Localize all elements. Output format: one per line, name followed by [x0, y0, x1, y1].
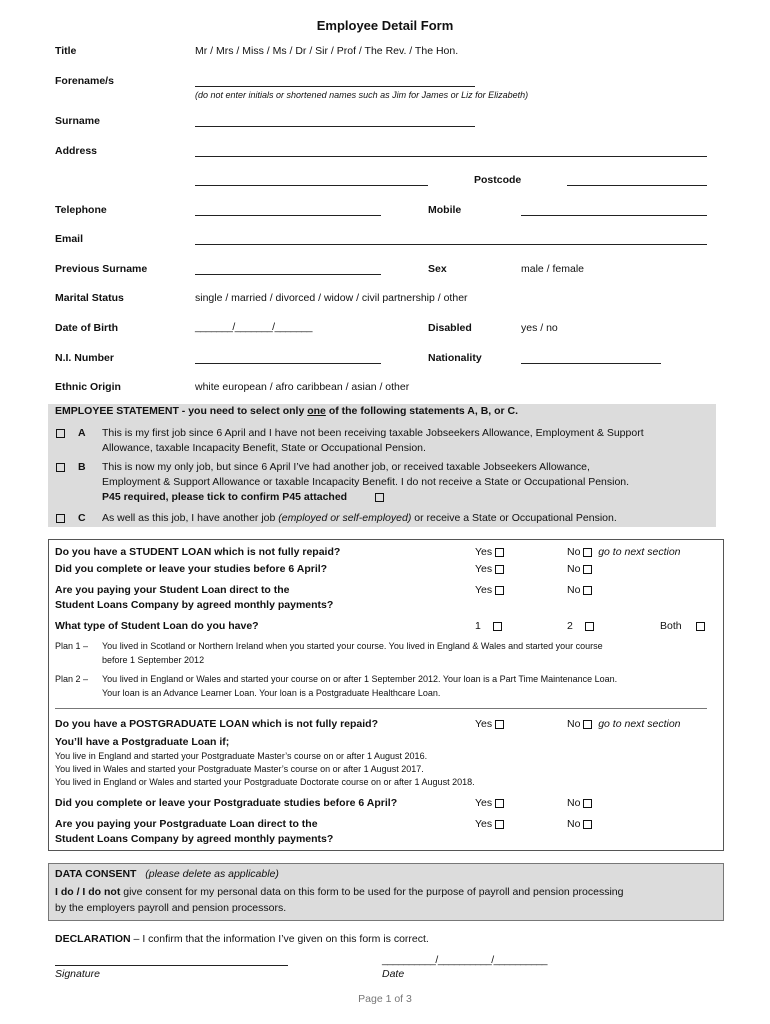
dob-field[interactable]: _______/_______/_______: [195, 321, 312, 333]
statement-c-text: As well as this job, I have another job (employed or self-employed) or receive a State or Occupational Pension.: [102, 512, 617, 524]
mobile-label: Mobile: [428, 204, 462, 216]
postgrad-paying-no[interactable]: No: [567, 818, 592, 830]
loan-type-both[interactable]: Both: [660, 620, 705, 632]
studies-complete-question: Did you complete or leave your studies before 6 April?: [55, 563, 328, 575]
checkbox-icon[interactable]: [583, 799, 592, 808]
student-loan-no[interactable]: No go to next section: [567, 546, 681, 558]
postgrad-paying-question-2: Student Loans Company by agreed monthly payments?: [55, 833, 334, 845]
data-consent-heading: DATA CONSENT (please delete as applicable): [55, 868, 279, 880]
postgrad-studies-question: Did you complete or leave your Postgraduate studies before 6 April?: [55, 797, 398, 809]
email-field[interactable]: [195, 244, 707, 245]
checkbox-icon[interactable]: [493, 622, 502, 631]
surname-field[interactable]: [195, 126, 475, 127]
p45-attached-checkbox[interactable]: [375, 493, 384, 502]
postgrad-condition-3: You lived in England or Wales and started your Postgraduate Doctorate course on or after 1 August 2018.: [55, 777, 475, 787]
statement-b-text-2: Employment & Support Allowance or taxable Incapacity Benefit. I do not receive a State or Occupational Pension.: [102, 476, 630, 488]
plan2-text-2: Your loan is an Advance Learner Loan. Your loan is a Postgraduate Healthcare Loan.: [102, 688, 441, 698]
title-options[interactable]: Mr / Mrs / Miss / Ms / Dr / Sir / Prof / The Rev. / The Hon.: [195, 45, 459, 57]
student-loan-question: Do you have a STUDENT LOAN which is not fully repaid?: [55, 546, 341, 558]
address-field-line2[interactable]: [195, 185, 428, 186]
disabled-label: Disabled: [428, 322, 472, 334]
statement-heading: EMPLOYEE STATEMENT - you need to select only one of the following statements A, B, or C.: [55, 405, 519, 417]
section-divider: [55, 708, 707, 709]
postcode-field[interactable]: [567, 185, 707, 186]
postgrad-condition-2: You lived in Wales and started your Postgraduate Master’s course on or after 1 August 2017.: [55, 764, 424, 774]
paying-direct-question-2: Student Loans Company by agreed monthly payments?: [55, 599, 334, 611]
studies-complete-yes[interactable]: Yes: [475, 563, 504, 575]
plan2-text-1: You lived in England or Wales and started your course on or after 1 September 2012. Your loan is a Part Time Maintenance Loan.: [102, 674, 618, 684]
telephone-label: Telephone: [55, 204, 107, 216]
marital-status-label: Marital Status: [55, 292, 124, 304]
postcode-label: Postcode: [474, 174, 522, 186]
ni-number-field[interactable]: [195, 363, 381, 364]
page-title: Employee Detail Form: [316, 18, 454, 33]
data-consent-text-1[interactable]: I do / I do not give consent for my personal data on this form to be used for the purpose of payroll and pension processing: [55, 886, 624, 898]
statement-b-letter: B: [78, 461, 86, 473]
declaration-text: DECLARATION – I confirm that the information I’ve given on this form is correct.: [55, 933, 429, 945]
statement-a-letter: A: [78, 427, 86, 439]
postgrad-loan-yes[interactable]: Yes: [475, 718, 504, 730]
statement-a-text-1: This is my first job since 6 April and I have not been receiving taxable Jobseekers Allowance, Employment & Support: [102, 427, 644, 439]
checkbox-icon[interactable]: [583, 720, 592, 729]
statement-c-checkbox[interactable]: [56, 514, 65, 523]
email-label: Email: [55, 233, 84, 245]
page-number: Page 1 of 3: [358, 993, 412, 1005]
checkbox-icon[interactable]: [495, 720, 504, 729]
plan1-text-1: You lived in Scotland or Northern Ireland when you started your course. You lived in England & Wales and started your course: [102, 641, 603, 651]
data-consent-text-2: by the employers payroll and pension processors.: [55, 902, 287, 914]
checkbox-icon[interactable]: [495, 565, 504, 574]
nationality-label: Nationality: [428, 352, 482, 364]
loan-type-question: What type of Student Loan do you have?: [55, 620, 259, 632]
statement-b-checkbox[interactable]: [56, 463, 65, 472]
mobile-field[interactable]: [521, 215, 707, 216]
forename-note: (do not enter initials or shortened names such as Jim for James or Liz for Elizabeth): [195, 90, 529, 100]
postgrad-loan-no[interactable]: No go to next section: [567, 718, 681, 730]
statement-a-text-2: Allowance, taxable Incapacity Benefit, State or Occupational Pension.: [102, 442, 426, 454]
postgrad-paying-question-1: Are you paying your Postgraduate Loan direct to the: [55, 818, 318, 830]
telephone-field[interactable]: [195, 215, 381, 216]
previous-surname-label: Previous Surname: [55, 263, 148, 275]
paying-direct-question-1: Are you paying your Student Loan direct to the: [55, 584, 290, 596]
signature-field[interactable]: [55, 965, 288, 966]
postgrad-studies-yes[interactable]: Yes: [475, 797, 504, 809]
surname-label: Surname: [55, 115, 100, 127]
address-label: Address: [55, 145, 98, 157]
student-loan-yes[interactable]: Yes: [475, 546, 504, 558]
checkbox-icon[interactable]: [585, 622, 594, 631]
sex-label: Sex: [428, 263, 447, 275]
signature-label: Signature: [55, 968, 100, 980]
forename-label: Forename/s: [55, 75, 114, 87]
postgrad-condition-1: You live in England and started your Postgraduate Master’s course on or after 1 August 2016.: [55, 751, 428, 761]
ethnic-origin-label: Ethnic Origin: [55, 381, 121, 393]
checkbox-icon[interactable]: [583, 548, 592, 557]
plan1-label: Plan 1 –: [55, 641, 89, 651]
checkbox-icon[interactable]: [696, 622, 705, 631]
paying-direct-no[interactable]: No: [567, 584, 592, 596]
plan2-label: Plan 2 –: [55, 674, 89, 684]
checkbox-icon[interactable]: [495, 820, 504, 829]
paying-direct-yes[interactable]: Yes: [475, 584, 504, 596]
disabled-options[interactable]: yes / no: [521, 322, 558, 334]
previous-surname-field[interactable]: [195, 274, 381, 275]
statement-c-letter: C: [78, 512, 86, 524]
marital-status-options[interactable]: single / married / divorced / widow / civil partnership / other: [195, 292, 468, 304]
checkbox-icon[interactable]: [583, 565, 592, 574]
statement-b-text-3: P45 required, please tick to confirm P45 attached: [102, 491, 348, 503]
sex-options[interactable]: male / female: [521, 263, 585, 275]
loan-type-2[interactable]: 2: [567, 620, 594, 632]
checkbox-icon[interactable]: [583, 586, 592, 595]
checkbox-icon[interactable]: [583, 820, 592, 829]
studies-complete-no[interactable]: No: [567, 563, 592, 575]
address-field-line1[interactable]: [195, 156, 707, 157]
postgrad-paying-yes[interactable]: Yes: [475, 818, 504, 830]
statement-a-checkbox[interactable]: [56, 429, 65, 438]
date-label: Date: [382, 968, 405, 980]
ni-number-label: N.I. Number: [55, 352, 114, 364]
checkbox-icon[interactable]: [495, 799, 504, 808]
forename-field[interactable]: [195, 86, 475, 87]
loan-type-1[interactable]: 1: [475, 620, 502, 632]
date-field[interactable]: __________/__________/__________: [382, 954, 548, 966]
plan1-text-2: before 1 September 2012: [102, 655, 205, 665]
nationality-field[interactable]: [521, 363, 661, 364]
checkbox-icon[interactable]: [495, 586, 504, 595]
checkbox-icon[interactable]: [495, 548, 504, 557]
dob-label: Date of Birth: [55, 322, 118, 334]
postgrad-conditions-heading: You’ll have a Postgraduate Loan if;: [55, 736, 230, 748]
statement-b-text-1: This is now my only job, but since 6 April I’ve had another job, or received taxable Jobseekers Allowance,: [102, 461, 590, 473]
postgrad-loan-question: Do you have a POSTGRADUATE LOAN which is not fully repaid?: [55, 718, 379, 730]
ethnic-origin-options[interactable]: white european / afro caribbean / asian / other: [195, 381, 410, 393]
postgrad-studies-no[interactable]: No: [567, 797, 592, 809]
title-label: Title: [55, 45, 77, 57]
